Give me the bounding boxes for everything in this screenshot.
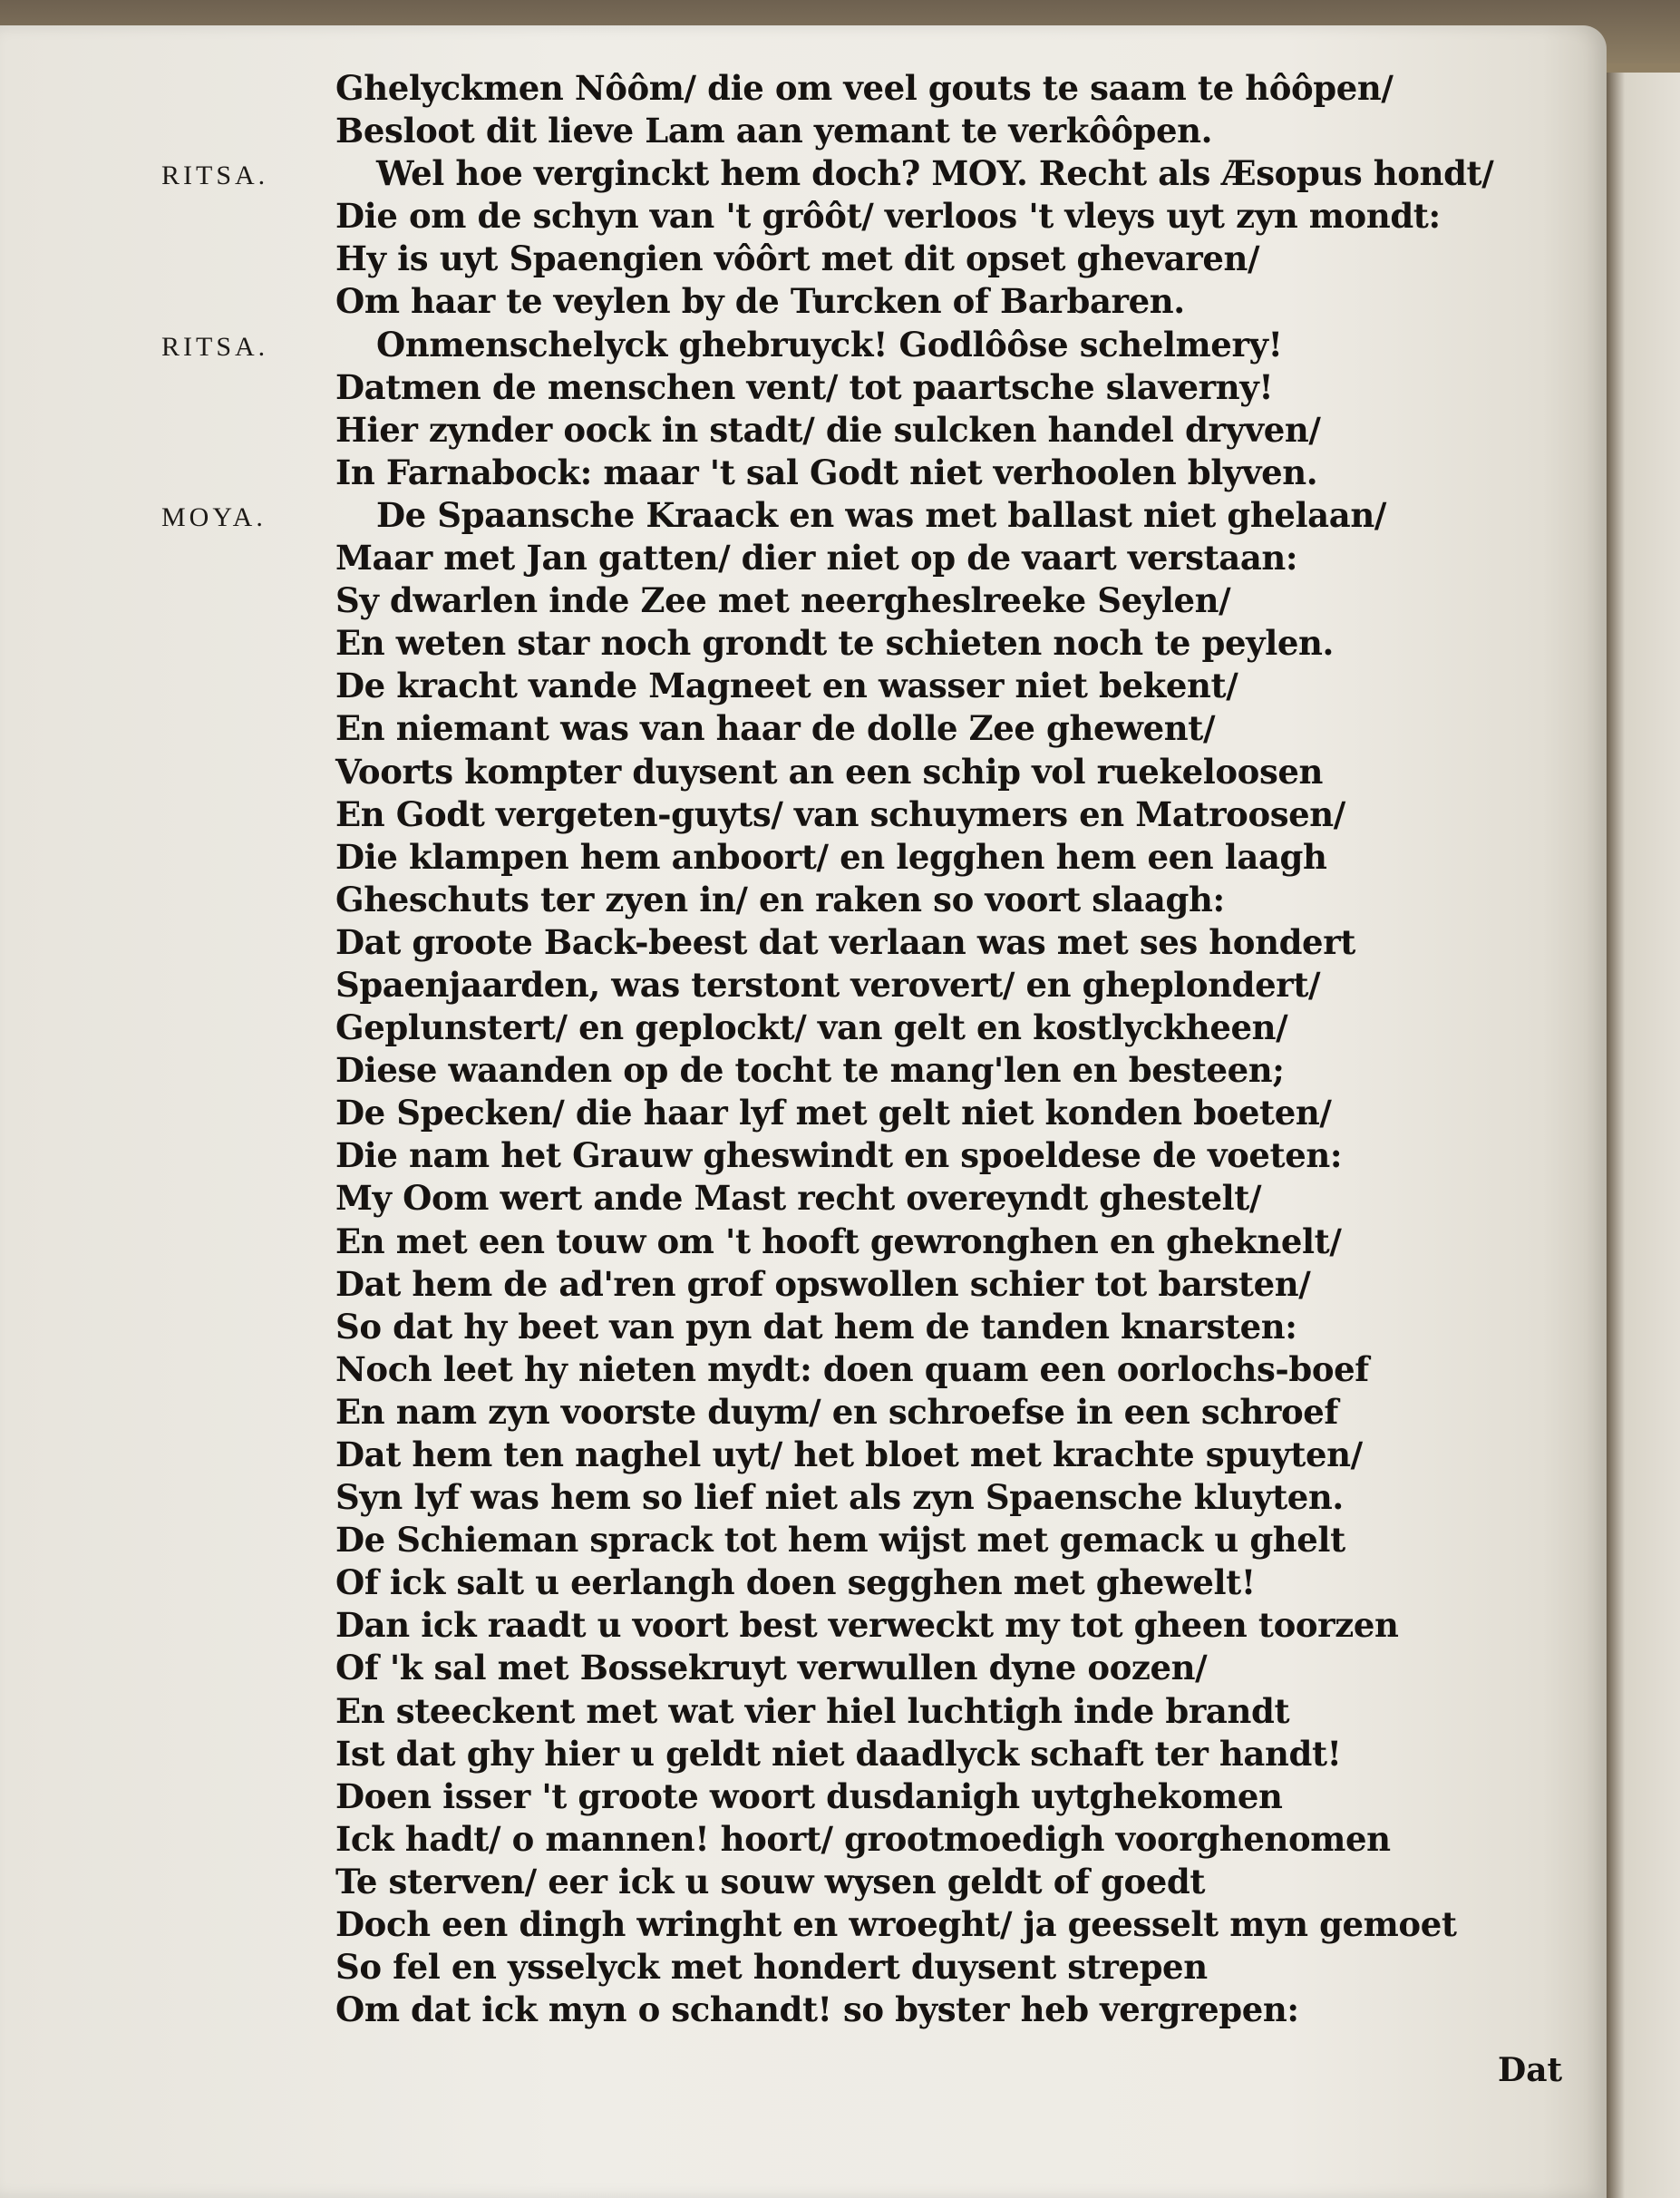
verse-text: En niemant was van haar de dolle Zee ghewent/ [335,708,1216,749]
verse-text: Syn lyf was hem so lief niet als zyn Spaensche kluyten. [335,1477,1344,1518]
verse-text: My Oom wert ande Mast recht overeyndt ghestelt/ [335,1178,1262,1219]
verse-line [145,707,1559,750]
verse-text: Of 'k sal met Bossekruyt verwullen dyne oozen/ [335,1648,1208,1688]
verse-text: De Schieman sprack tot hem wijst met gemack u ghelt [335,1520,1345,1561]
verse-text: Hier zynder oock in stadt/ die sulcken handel dryven/ [335,409,1321,450]
verse-line [145,879,1559,921]
verse-line [145,67,1559,110]
verse-line [145,1263,1559,1306]
verse-line [145,1391,1559,1434]
verse-text: Voorts kompter duysent an een schip vol ruekeloosen [335,751,1324,792]
verse-line [145,836,1559,879]
verse-line [145,921,1559,964]
verse-text: Maar met Jan gatten/ dier niet op de vaart verstaan: [335,538,1298,579]
verse-text: Doen isser 't groote woort dusdanigh uytghekomen [335,1775,1283,1816]
verse-line [145,622,1559,665]
verse-text: Wel hoe verginckt hem doch? MOY. Recht als Æsopus hondt/ [376,153,1494,194]
verse-text: Diese waanden op de tocht te mang'len en besteen; [335,1050,1285,1091]
verse-line [145,1049,1559,1092]
verse-line [145,964,1559,1007]
verse-text: Ick hadt/ o mannen! hoort/ grootmoedigh voorghenomen [335,1818,1391,1859]
verse-line [145,1177,1559,1220]
speaker-name: MOYA. [161,501,267,532]
verse-text: Dan ick raadt u voort best verweckt my tot gheen toorzen [335,1605,1399,1646]
verse-line [145,1434,1559,1476]
speaker-name: RITSA. [161,160,269,191]
verse-line [145,1561,1559,1604]
verse-text: Onmenschelyck ghebruyck! Godlôôse schelmery! [376,324,1283,365]
verse-text: Dat groote Back-beest dat verlaan was met ses hondert [335,921,1355,962]
verse-text: Die nam het Grauw gheswindt en spoeldese de voeten: [335,1135,1343,1176]
verse-line [145,537,1559,579]
verse-text: Die om de schyn van 't grôôt/ verloos 't vleys uyt zyn mondt: [335,196,1441,237]
verse-text: Dat hem de ad'ren grof opswollen schier tot barsten/ [335,1263,1311,1304]
verse-text: En met een touw om 't hooft gewronghen en gheknelt/ [335,1221,1342,1261]
verse-text: Datmen de menschen vent/ tot paartsche slaverny! [335,366,1274,407]
verse-line [145,452,1559,494]
verse-text: En steeckent met wat vier hiel luchtigh inde brandt [335,1690,1290,1731]
verse-text: Ist dat ghy hier u geldt niet daadlyck schaft ter handt! [335,1733,1342,1774]
verse-line [145,1989,1559,2031]
verse-text: In Farnabock: maar 't sal Godt niet verhoolen blyven. [335,452,1318,492]
verse-line [145,1476,1559,1519]
verse-line [145,1690,1559,1733]
speaker-name: RITSA. [161,331,269,362]
verse-line [145,1647,1559,1689]
verse-text: En nam zyn voorste duym/ en schroefse in een schroef [335,1391,1338,1432]
verse-text: So dat hy beet van pyn dat hem de tanden knarsten: [335,1306,1297,1347]
verse-text: Spaenjaarden, was terstont verovert/ en gheplondert/ [335,964,1321,1005]
verse-line [145,152,1559,195]
verse-text: De Spaansche Kraack en was met ballast niet ghelaan/ [376,494,1386,535]
verse-line [145,1348,1559,1391]
verse-line [145,1903,1559,1946]
verse-text: So fel en ysselyck met hondert duysent strepen [335,1947,1208,1988]
verse-line [145,665,1559,707]
verse-line [145,324,1559,366]
verse-text: En weten star noch grondt te schieten noch te peylen. [335,623,1335,664]
verse-line [145,1306,1559,1348]
verse-line [145,409,1559,452]
verse-line [145,1733,1559,1775]
verse-line [145,751,1559,793]
verse-line [145,110,1559,152]
verse-text: Sy dwarlen inde Zee met neergheslreeke Seylen/ [335,580,1231,621]
verse-line [145,1134,1559,1177]
facing-page-edge [1607,73,1680,2198]
verse-line [145,280,1559,323]
verse-text: Dat hem ten naghel uyt/ het bloet met krachte spuyten/ [335,1435,1363,1474]
verse-line [145,1092,1559,1134]
verse-text: Doch een dingh wringht en wroeght/ ja geesselt myn gemoet [335,1904,1457,1945]
verse-line [145,1007,1559,1049]
verse-text: Gheschuts ter zyen in/ en raken so voort slaagh: [335,879,1225,919]
verse-line [145,1946,1559,1989]
verse-text: Om dat ick myn o schandt! so byster heb vergrepen: [335,1989,1299,2030]
verse-text: En Godt vergeten-guyts/ van schuymers en Matroosen/ [335,793,1345,834]
verse-line [145,1818,1559,1861]
verse-line [145,195,1559,238]
catchword: Dat [1498,2051,1563,2089]
verse-text-block [145,67,1559,2031]
verse-text: Om haar te veylen by de Turcken of Barbaren. [335,281,1185,322]
verse-line [145,238,1559,280]
verse-line [145,1604,1559,1647]
verse-text: De kracht vande Magneet en wasser niet bekent/ [335,666,1238,706]
verse-line [145,366,1559,409]
verse-text: Die klampen hem anboort/ en legghen hem een laagh [335,836,1327,877]
verse-text: Hy is uyt Spaengien vôôrt met dit opset ghevaren/ [335,238,1260,279]
verse-line [145,1221,1559,1263]
verse-text: Geplunstert/ en geplockt/ van gelt en kostlyckheen/ [335,1007,1288,1048]
verse-line [145,579,1559,622]
verse-line [145,1519,1559,1561]
verse-text: Noch leet hy nieten mydt: doen quam een oorlochs-boef [335,1348,1369,1389]
verse-text: Te sterven/ eer ick u souw wysen geldt of goedt [335,1861,1206,1901]
verse-text: De Specken/ die haar lyf met gelt niet konden boeten/ [335,1093,1332,1133]
verse-line [145,1775,1559,1818]
verse-text: Besloot dit lieve Lam aan yemant te verkôôpen. [335,111,1213,151]
verse-line [145,1861,1559,1903]
verse-text: Ghelyckmen Nôôm/ die om veel gouts te saam te hôôpen/ [335,68,1394,108]
verse-line [145,793,1559,836]
verse-line [145,494,1559,537]
verse-text: Of ick salt u eerlangh doen segghen met ghewelt! [335,1562,1256,1603]
